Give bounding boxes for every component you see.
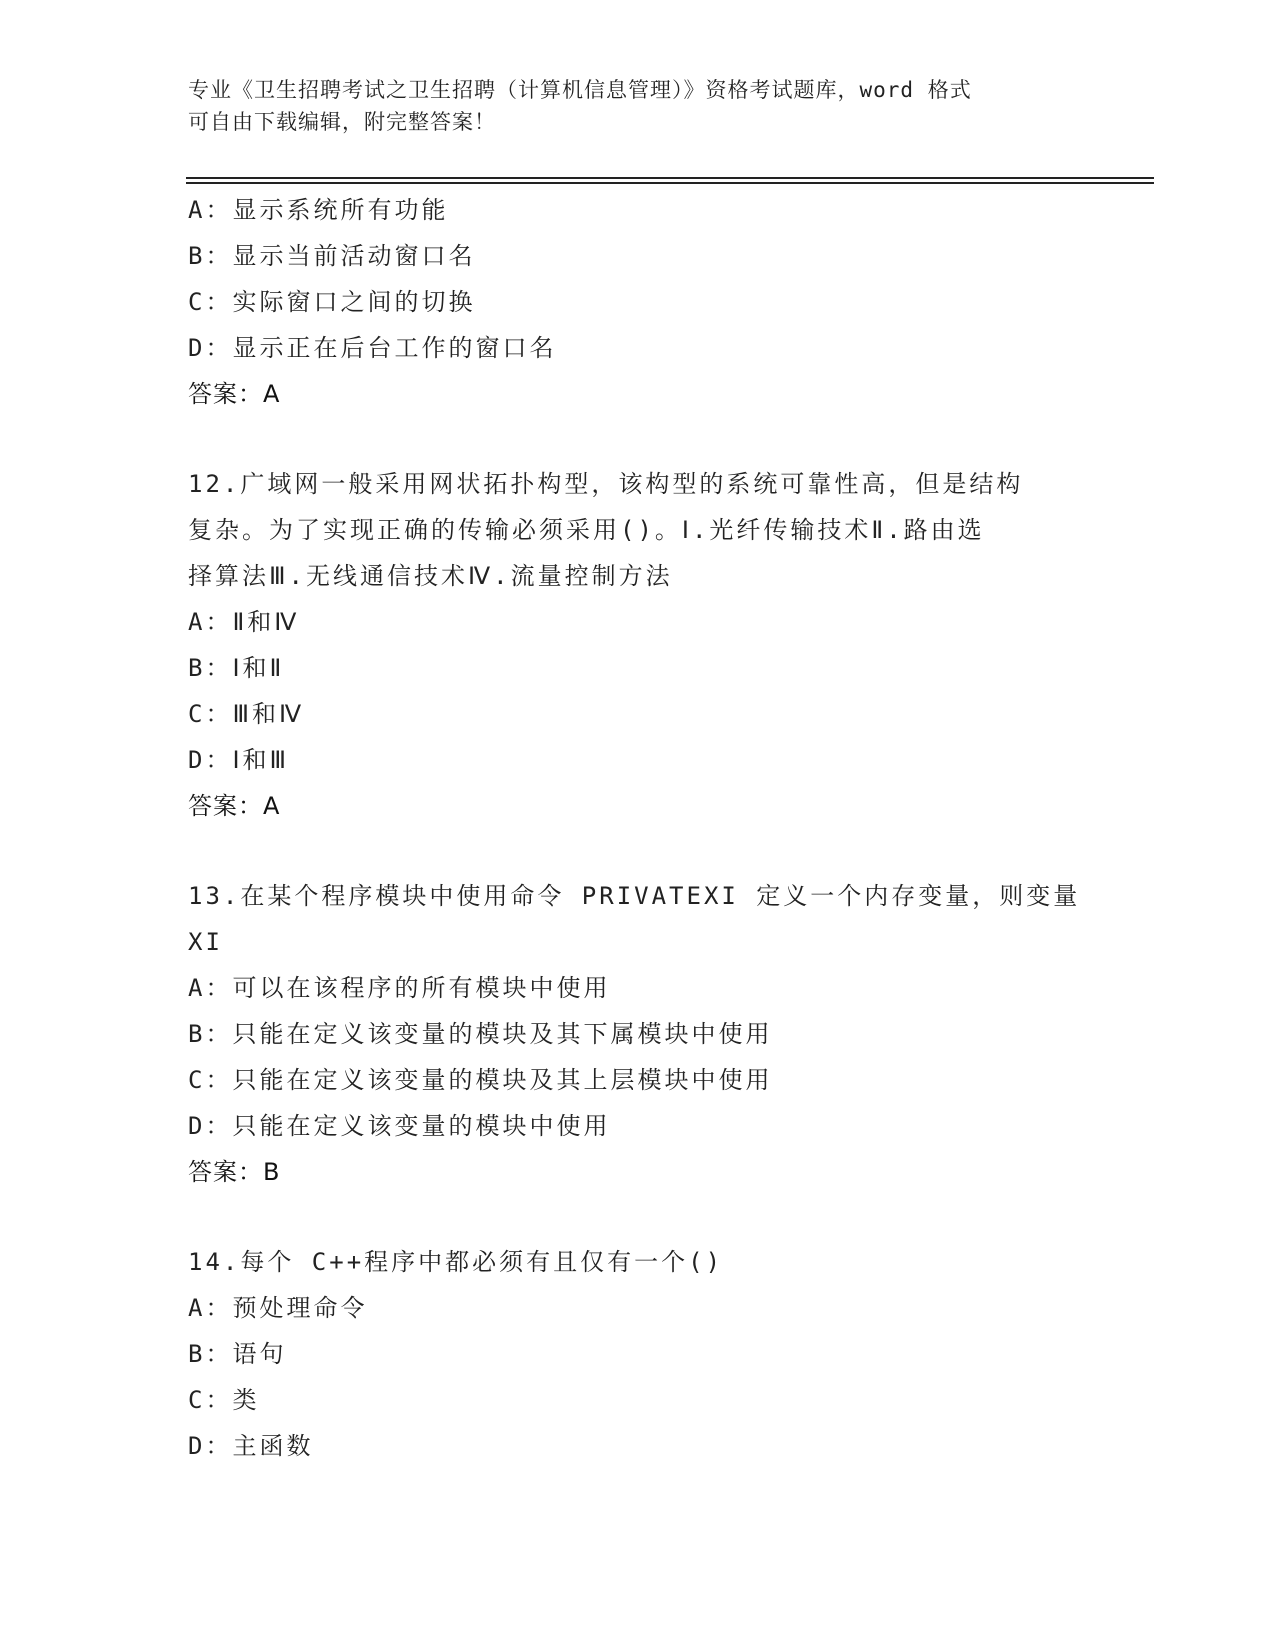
- header-divider-top: [186, 177, 1154, 179]
- option-a: A：可以在该程序的所有模块中使用: [188, 974, 611, 1002]
- option-d: D：Ⅰ和Ⅲ: [188, 746, 290, 774]
- spacer: [188, 1195, 1088, 1239]
- option-b: B：只能在定义该变量的模块及其下属模块中使用: [188, 1020, 773, 1048]
- header-line-1: 专业《卫生招聘考试之卫生招聘（计算机信息管理）》资格考试题库，word 格式: [188, 78, 972, 102]
- question-11: [188, 187, 1088, 417]
- option-d: D：显示正在后台工作的窗口名: [188, 334, 557, 362]
- question-stem-line: 13.在某个程序模块中使用命令 PRIVATEXI 定义一个内存变量，则变量: [188, 882, 1081, 910]
- spacer: [188, 829, 1088, 873]
- answer-line: 答案：A: [188, 380, 281, 408]
- option-b: B：语句: [188, 1340, 287, 1368]
- spacer: [188, 417, 1088, 461]
- question-12: [188, 461, 1088, 829]
- option-c: C：Ⅲ和Ⅳ: [188, 700, 305, 728]
- option-a: A：Ⅱ和Ⅳ: [188, 608, 300, 636]
- header-divider-bottom: [186, 182, 1154, 184]
- question-14: [188, 1239, 1088, 1469]
- header-line-2: 可自由下载编辑，附完整答案！: [188, 110, 496, 134]
- question-stem-line: 择算法Ⅲ.无线通信技术Ⅳ.流量控制方法: [188, 562, 673, 590]
- option-b: B：Ⅰ和Ⅱ: [188, 654, 285, 682]
- question-stem-line: 14.每个 C++程序中都必须有且仅有一个(): [188, 1248, 724, 1276]
- question-stem-line: XI: [188, 928, 223, 956]
- option-a: A：显示系统所有功能: [188, 196, 449, 224]
- question-stem-line: 12.广域网一般采用网状拓扑构型，该构型的系统可靠性高，但是结构: [188, 470, 1024, 498]
- option-a: A：预处理命令: [188, 1294, 368, 1322]
- question-13: [188, 873, 1088, 1195]
- document-header: [188, 74, 1088, 138]
- option-b: B：显示当前活动窗口名: [188, 242, 476, 270]
- option-c: C：类: [188, 1386, 260, 1414]
- question-stem-line: 复杂。为了实现正确的传输必须采用()。Ⅰ.光纤传输技术Ⅱ.路由选: [188, 516, 985, 544]
- question-list: [188, 187, 1088, 1469]
- answer-line: 答案：B: [188, 1158, 281, 1186]
- option-c: C：只能在定义该变量的模块及其上层模块中使用: [188, 1066, 773, 1094]
- option-d: D：只能在定义该变量的模块中使用: [188, 1112, 611, 1140]
- answer-line: 答案：A: [188, 792, 281, 820]
- option-c: C：实际窗口之间的切换: [188, 288, 476, 316]
- option-d: D：主函数: [188, 1432, 314, 1460]
